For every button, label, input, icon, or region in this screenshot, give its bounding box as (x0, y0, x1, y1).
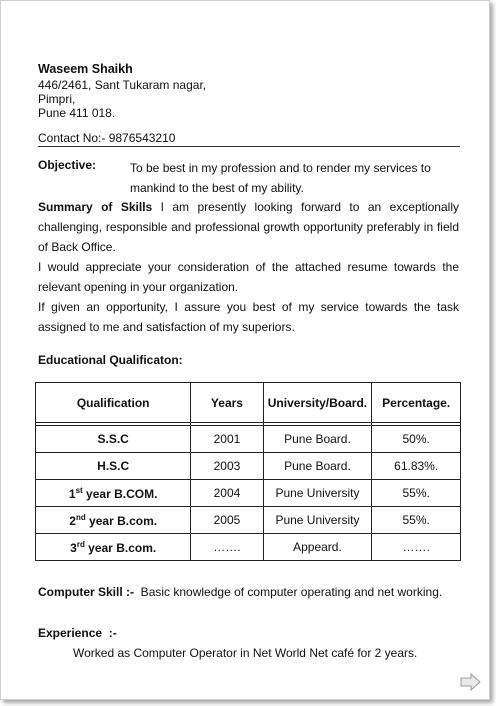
education-label: Educational Qualificaton: (38, 353, 183, 367)
header-university: University/Board. (263, 383, 372, 423)
table-row (36, 534, 461, 561)
cell-qualification: 3rd year B.com. (36, 534, 191, 561)
header-qualification: Qualification (36, 383, 191, 423)
cell-year: 2005 (191, 507, 263, 534)
summary-paragraph-3: If given an opportunity, I assure you best of my service towards the task assigned to me and satisfaction of my superiors. (38, 300, 459, 334)
cell-board: Pune University (263, 507, 372, 534)
cell-year: ……. (191, 534, 263, 561)
contact-number: Contact No:- 9876543210 (38, 131, 176, 145)
table-row (36, 426, 461, 453)
address-line: 446/2461, Sant Tukaram nagar, (38, 78, 207, 92)
cell-year: 2004 (191, 480, 263, 507)
experience-text: Worked as Computer Operator in Net World Net café for 2 years. (73, 646, 418, 660)
cell-percentage: 55%. (372, 480, 461, 507)
cell-qualification: H.S.C (36, 453, 191, 480)
computer-skill-text: Basic knowledge of computer operating and net working. (134, 585, 443, 599)
qualification-table (35, 382, 461, 561)
table-row (36, 453, 461, 480)
table-header-row (36, 383, 461, 423)
cell-year: 2003 (191, 453, 263, 480)
header-percentage: Percentage. (372, 383, 461, 423)
cell-board: Pune University (263, 480, 372, 507)
header-divider (38, 146, 460, 147)
table-row (36, 507, 461, 534)
cell-percentage: ……. (372, 534, 461, 561)
arrow-right-icon-graphic (460, 673, 482, 691)
cell-qualification: S.S.C (36, 426, 191, 453)
computer-skill (38, 585, 442, 599)
objective-text: To be best in my profession and to render my services to mankind to the best of my ability. (130, 161, 431, 195)
address-line: Pimpri, (38, 92, 76, 106)
address-line: Pune 411 018. (38, 106, 116, 120)
arrow-right-icon[interactable] (460, 673, 482, 691)
cell-percentage: 61.83%. (372, 453, 461, 480)
table-row (36, 480, 461, 507)
address (38, 78, 206, 120)
cell-year: 2001 (191, 426, 263, 453)
summary-paragraph (38, 197, 459, 257)
cell-qualification: 1st year B.COM. (36, 480, 191, 507)
summary-label: Summary of Skills (38, 200, 153, 214)
applicant-name: Waseem Shaikh (38, 62, 133, 76)
summary-text: I am presently looking forward to an exceptionally challenging, responsible and professional growth opportunity preferably in field of Back Office. (38, 200, 459, 254)
cell-board: Pune Board. (263, 453, 372, 480)
cell-qualification: 2nd year B.com. (36, 507, 191, 534)
computer-skill-label: Computer Skill :- (38, 585, 135, 599)
summary-paragraph-2: I would appreciate your consideration of the attached resume towards the relevant opening in your organization. (38, 260, 459, 294)
header-years: Years (191, 383, 263, 423)
cell-percentage: 50%. (372, 426, 461, 453)
objective-label: Objective: (38, 158, 97, 172)
experience-label: Experience :- (38, 626, 117, 640)
cell-percentage: 55%. (372, 507, 461, 534)
cell-board: Pune Board. (263, 426, 372, 453)
cell-board: Appeard. (263, 534, 372, 561)
